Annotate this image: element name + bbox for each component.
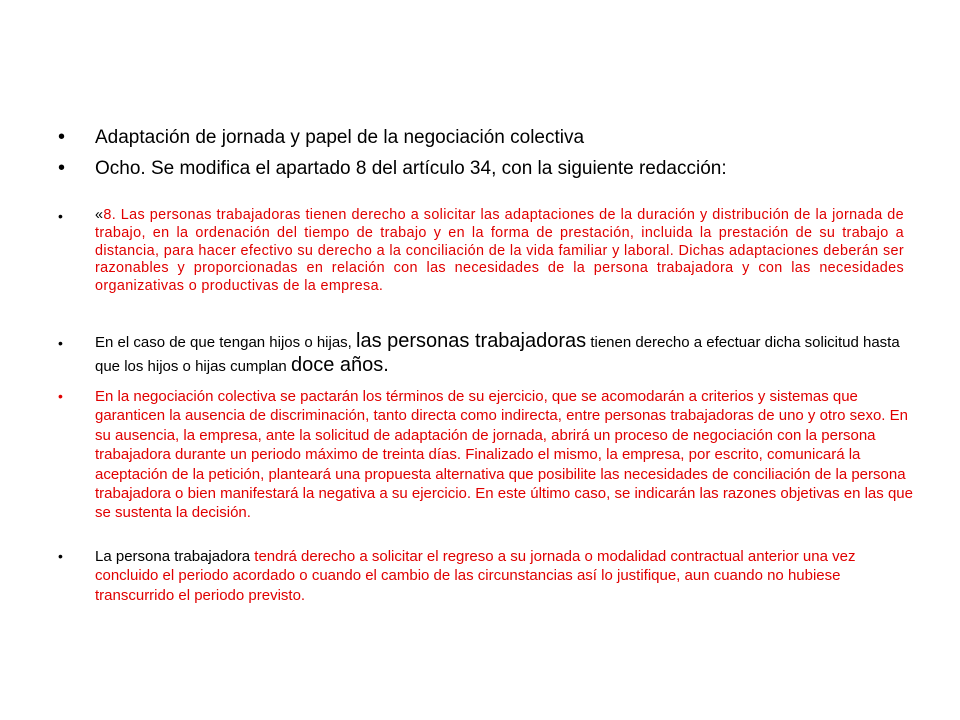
bullet-text: En la negociación colectiva se pactarán los términos de su ejercicio, que se acomodarán a criterios y sistemas que garanticen la ausencia de discriminación, tanto directa como indirecta, entre personas trabajadoras de uno y otro sexo. En su ausencia, la empresa, ante la solicitud de adaptación de jornada, abrirá un proceso de negociación con la persona trabajadora durante un periodo máximo de treinta días. Finalizado el mismo, la empresa, por escrito, comunicará la aceptación de la petición, planteará una propuesta alternativa que posibilite las necesidades de conciliación de la persona trabajadora o bien manifestará la negativa a su ejercicio. En este último caso, se indicarán las razones objetivas en las que se sustenta la decisión. — [95, 388, 913, 522]
bullet-dot: • — [58, 157, 66, 179]
bullet-text — [95, 207, 904, 296]
children-text-emphasis-2: doce años. — [290, 354, 389, 376]
return-text-part1: La persona trabajadora — [95, 548, 255, 565]
bullet-dot: • — [58, 388, 63, 404]
bullet-dot: • — [58, 208, 63, 224]
bullet-text — [95, 330, 904, 378]
bullet-text: Adaptación de jornada y papel de la negociación colectiva — [95, 127, 585, 148]
children-text-part3: tienen derecho a efectuar dicha solicitud hasta que los hijos o hijas cumplan — [95, 334, 900, 375]
bullet-dot: • — [58, 126, 66, 148]
return-text-part2: tendrá derecho a solicitar el regreso a su jornada o modalidad contractual anterior una vez concluido el periodo acordado o cuando el cambio de las circunstancias así lo justifique, aun cuando no hubiese transcurrido el periodo previsto. — [95, 548, 856, 604]
bullet-dot: • — [58, 548, 63, 564]
article-8-text: 8. Las personas trabajadoras tienen derecho a solicitar las adaptaciones de la duración y distribución de la jornada de trabajo, en la ordenación del tiempo de trabajo y en la forma de prestación, incluida la prestación de su trabajo a distancia, para hacer efectivo su derecho a la conciliación de la vida familiar y laboral. Dichas adaptaciones deberán ser razonables y proporcionadas en relación con las necesidades de la persona trabajadora y con las necesidades organizativas o productivas de la empresa. — [95, 207, 904, 295]
bullet-text — [95, 547, 915, 605]
open-quote: « — [95, 207, 104, 223]
bullet-text: Ocho. Se modifica el apartado 8 del artículo 34, con la siguiente redacción: — [95, 158, 727, 179]
bullet-dot: • — [58, 335, 63, 351]
children-text-emphasis-1: las personas trabajadoras — [356, 330, 587, 352]
children-text-part1: En el caso de que tengan hijos o hijas, — [95, 334, 357, 351]
